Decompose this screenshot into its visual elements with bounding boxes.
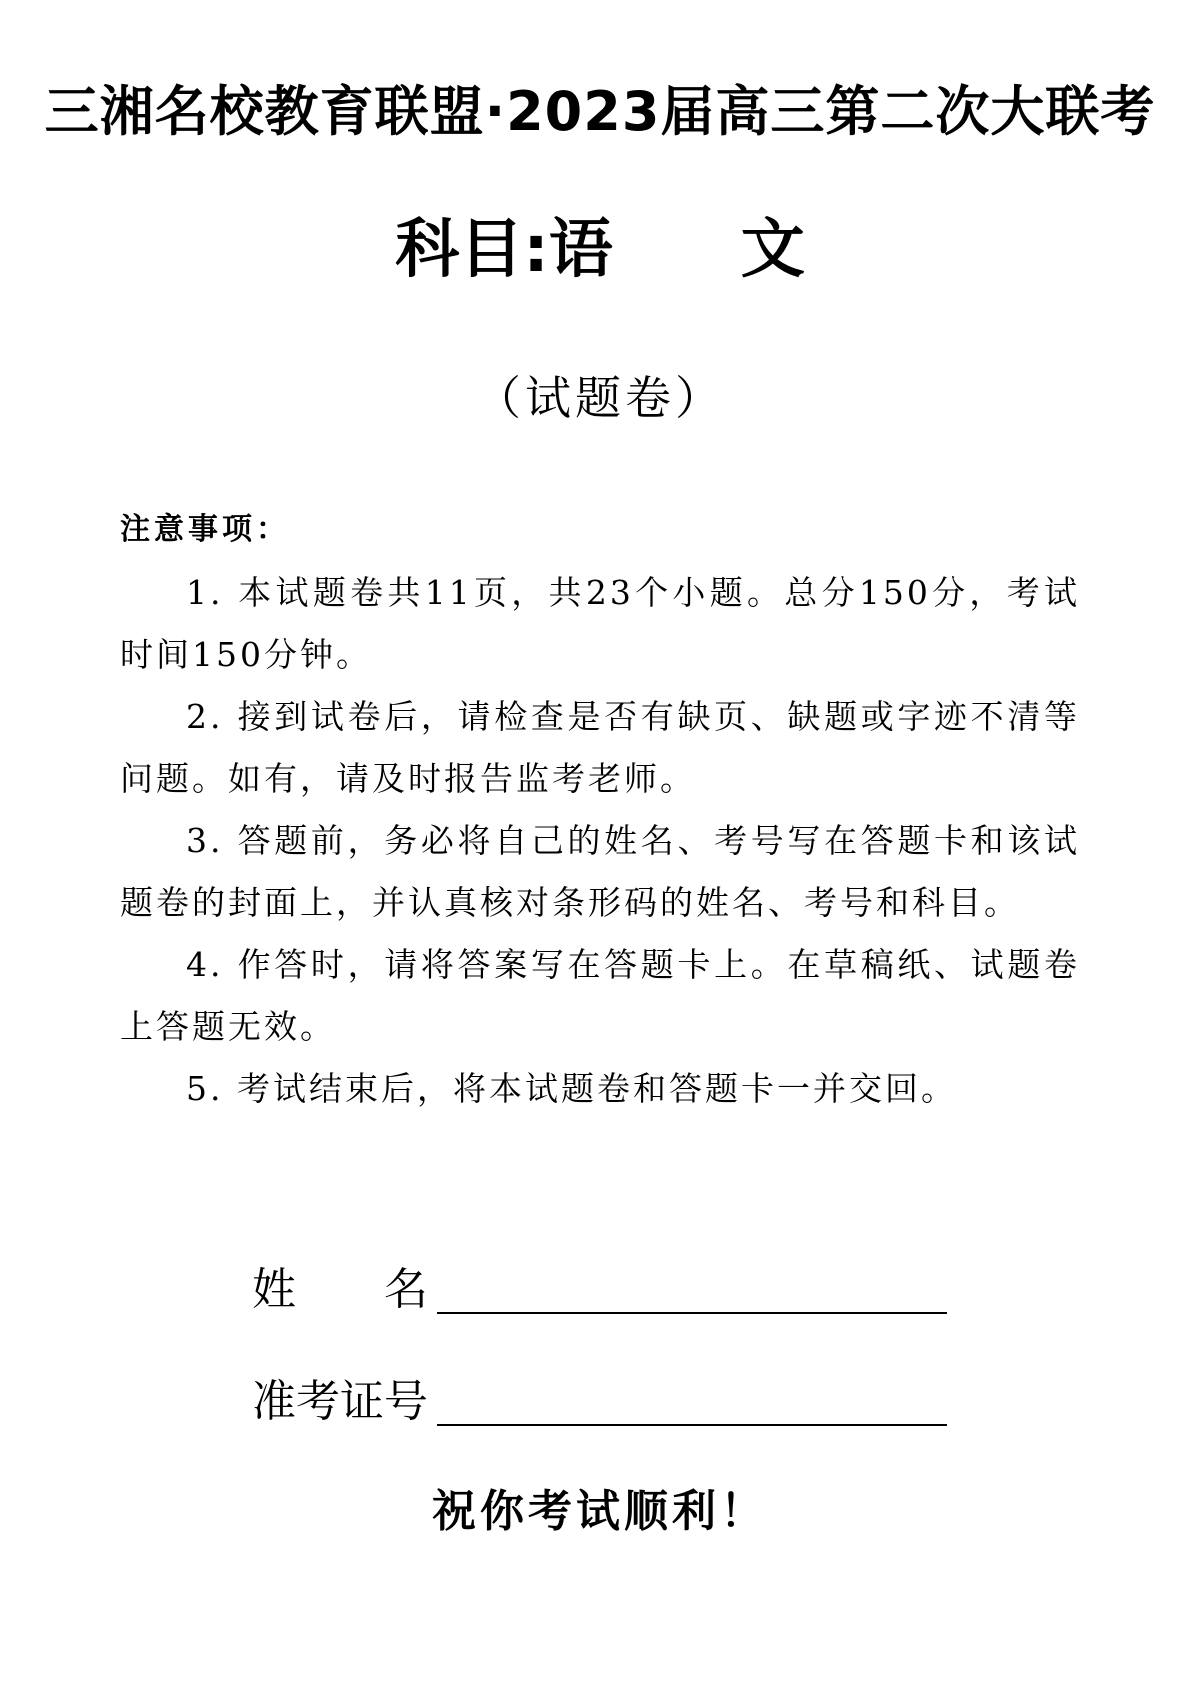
- admission-number-blank-line[interactable]: [437, 1374, 947, 1426]
- notes-list: [120, 562, 1080, 1120]
- name-blank-line[interactable]: [437, 1262, 947, 1314]
- paper-type-label: （试题卷）: [475, 371, 725, 425]
- subject-heading: 科目:语 文: [395, 213, 805, 287]
- note-item-3: 3. 答题前，务必将自己的姓名、考号写在答题卡和该试题卷的封面上，并认真核对条形码的姓名、考号和科目。: [120, 821, 1080, 922]
- note-item-4: 4. 作答时，请将答案写在答题卡上。在草稿纸、试题卷上答题无效。: [120, 945, 1080, 1046]
- note-item-5: 5. 考试结束后，将本试题卷和答题卡一并交回。: [186, 1069, 957, 1108]
- admission-number-label: 准考证号: [252, 1376, 428, 1427]
- note-item-1: 1. 本试题卷共11页，共23个小题。总分150分，考试时间150分钟。: [120, 573, 1080, 674]
- exam-title: 三湘名校教育联盟·2023届高三第二次大联考: [44, 80, 1156, 143]
- name-label: 姓 名: [252, 1264, 428, 1315]
- name-field-row: [252, 1250, 947, 1320]
- notes-heading: 注意事项：: [120, 512, 290, 547]
- admission-number-row: [252, 1362, 947, 1432]
- good-luck-message: 祝你考试顺利！: [432, 1486, 768, 1537]
- note-item-2: 2. 接到试卷后，请检查是否有缺页、缺题或字迹不清等问题。如有，请及时报告监考老师。: [120, 697, 1080, 798]
